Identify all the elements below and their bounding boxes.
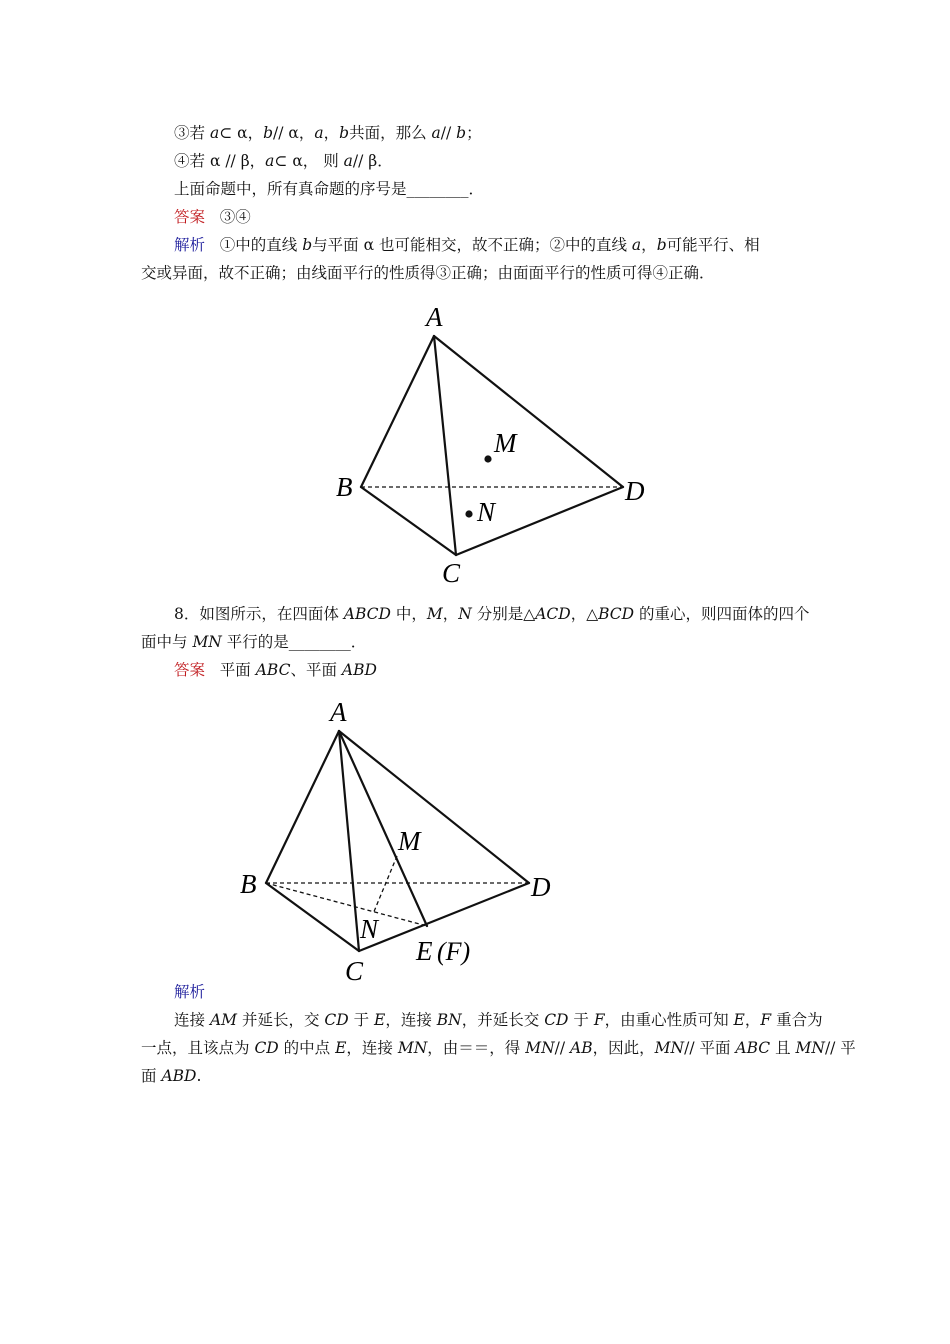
q7-item-3: ③若 a⊂ α，b// α，a，b共面，那么 a// b； (174, 124, 482, 142)
text-run: 面 (141, 1067, 162, 1085)
text-run: // 平面 (684, 1039, 736, 1057)
edge-ac (434, 336, 456, 555)
edge-ab (266, 731, 339, 883)
q7-analysis-line-2: 交或异面，故不正确；由线面平行的性质得③正确；由面面平行的性质可得④正确． (141, 264, 715, 282)
analysis-label: 解析 (174, 236, 206, 254)
math-variable: MN (654, 1039, 685, 1057)
text-run: 一点，且该点为 (141, 1039, 255, 1057)
segment-mn-hidden (373, 856, 397, 914)
text-run: ，并延长交 (461, 1011, 545, 1029)
math-variable: E (374, 1011, 386, 1029)
q8-solution-line-2 (141, 1038, 856, 1058)
q8-answer: 答案 平面 ABC、平面 ABD (174, 661, 377, 679)
item-marker: ④ (174, 152, 190, 170)
edge-ab (361, 336, 434, 487)
text-run: . (196, 1067, 202, 1085)
text-run: 于 (348, 1011, 375, 1029)
label-f: (F) (437, 937, 471, 966)
text-run: 并延长，交 (237, 1011, 325, 1029)
segment-be-hidden (266, 883, 427, 926)
q8-line-1: 8．如图所示，在四面体 ABCD 中，M，N 分别是△ACD，△BCD 的重心，则四面体的四个 (174, 605, 810, 623)
q7-question: 上面命题中，所有真命题的序号是________． (174, 180, 485, 198)
answer-label: 答案 (174, 208, 206, 226)
text-run: ，由＝＝，得 (427, 1039, 526, 1057)
label-a: A (330, 697, 347, 727)
math-variable: MN (397, 1039, 428, 1057)
edge-bc (266, 883, 359, 951)
point-n (465, 510, 472, 517)
math-variable: AM (209, 1011, 238, 1029)
math-variable: F (593, 1011, 605, 1029)
text-run: 于 (568, 1011, 594, 1029)
math-variable: F (760, 1011, 772, 1029)
analysis-label: 解析 (174, 983, 206, 1001)
math-variable: E (733, 1011, 745, 1029)
text-run: // 平 (824, 1039, 856, 1057)
edge-bc (361, 487, 456, 555)
text-run: ，连接 (346, 1039, 398, 1057)
label-m: M (494, 428, 517, 458)
math-variable: AB (570, 1039, 593, 1057)
q7-analysis-line-1: 解析 ①中的直线 b与平面 α 也可能相交，故不正确；②中的直线 a，b可能平行、相 (174, 236, 760, 254)
point-m (484, 455, 491, 462)
item-marker: ③ (174, 124, 190, 142)
text-run: ， (744, 1011, 761, 1029)
math-variable: CD (324, 1011, 349, 1029)
q8-analysis-label (174, 982, 205, 1002)
tetrahedron-figure-2 (228, 690, 573, 990)
q7-answer (174, 207, 251, 227)
math-variable: BN (436, 1011, 462, 1029)
label-a: A (426, 302, 443, 332)
q8-solution-line-1 (174, 1010, 823, 1030)
edge-ad (339, 731, 529, 883)
label-e: E (416, 936, 433, 966)
q8-line-2: 面中与 MN 平行的是________． (141, 633, 367, 651)
q8-solution-line-3 (141, 1066, 201, 1086)
edge-ad (434, 336, 623, 487)
answer-label: 答案 (174, 661, 206, 679)
math-variable: MN (525, 1039, 555, 1057)
edge-ac (339, 731, 359, 951)
label-d: D (625, 476, 645, 506)
text-run: 连接 (174, 1011, 210, 1029)
label-d: D (531, 872, 551, 902)
text-run: ，连接 (385, 1011, 437, 1029)
text-run: ，因此， (592, 1039, 655, 1057)
text-run: // (554, 1039, 571, 1057)
label-m: M (398, 826, 421, 856)
text-run: 的中点 (278, 1039, 336, 1057)
text-run: ，由重心性质可知 (604, 1011, 734, 1029)
text-run: 重合为 (771, 1011, 823, 1029)
label-n: N (360, 914, 379, 944)
math-variable: ABC (735, 1039, 771, 1057)
answer-value: ③④ (219, 208, 251, 226)
math-variable: CD (544, 1011, 569, 1029)
label-n: N (477, 497, 496, 527)
label-c: C (442, 558, 461, 588)
text-run: 且 (770, 1039, 796, 1057)
label-c: C (345, 956, 364, 986)
label-b: B (336, 472, 353, 502)
tetrahedron-figure-1 (320, 295, 665, 590)
math-variable: E (335, 1039, 347, 1057)
math-variable: CD (254, 1039, 279, 1057)
label-b: B (240, 869, 257, 899)
math-variable: MN (795, 1039, 825, 1057)
math-variable: ABD (161, 1067, 197, 1085)
q7-item-4: ④若 α // β，a⊂ α， 则 a// β． (174, 152, 393, 170)
